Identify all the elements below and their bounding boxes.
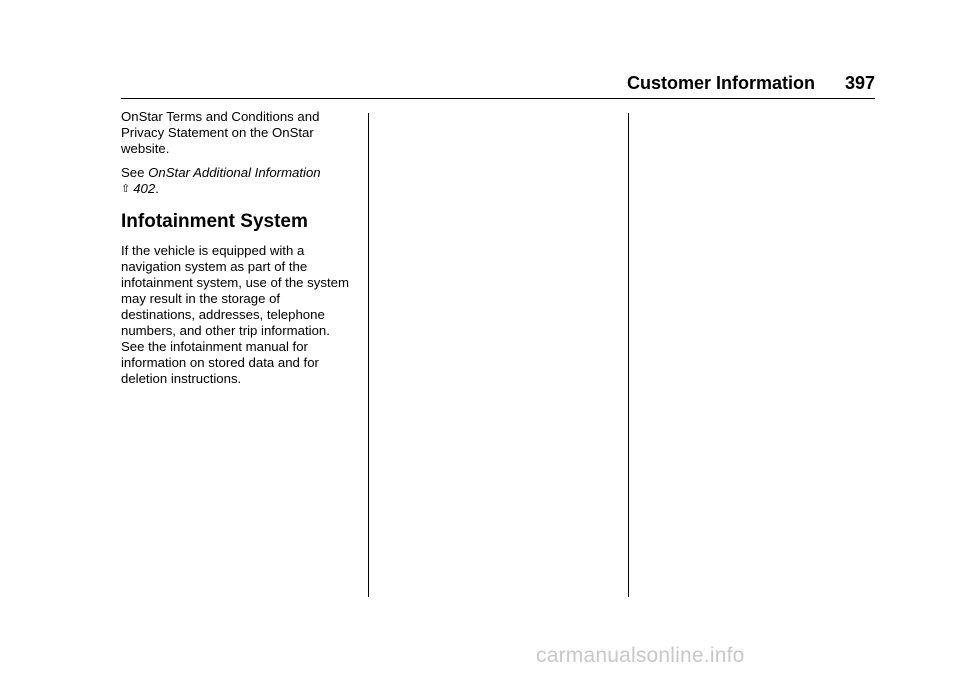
see-prefix: See [121, 165, 145, 180]
section-title: Customer Information [626, 73, 815, 93]
column-divider-left [368, 113, 369, 597]
page-header [121, 70, 875, 97]
see-reference [121, 165, 357, 197]
watermark: carmanualsonline.info [536, 644, 745, 667]
section-body: If the vehicle is equipped with a navigation system as part of the infotainment system, use of the system may result in the storage of destinations, addresses, telephone numbers, and other trip information. See the infotainment manual for information on stored data and for deletion instructions. [121, 243, 349, 386]
header-rule [121, 98, 875, 99]
see-ref-page[interactable]: 402 [133, 181, 156, 196]
column-divider-right [628, 113, 629, 597]
column-1 [121, 109, 357, 395]
see-link[interactable]: OnStar Additional Information [148, 165, 321, 180]
see-ref-suffix: . [155, 181, 159, 196]
section-heading: Infotainment System [121, 211, 308, 232]
intro-paragraph: OnStar Terms and Conditions and Privacy Statement on the OnStar website. [121, 109, 320, 156]
page-reference-icon: ⇧ [121, 183, 131, 195]
page-number: 397 [844, 73, 875, 93]
